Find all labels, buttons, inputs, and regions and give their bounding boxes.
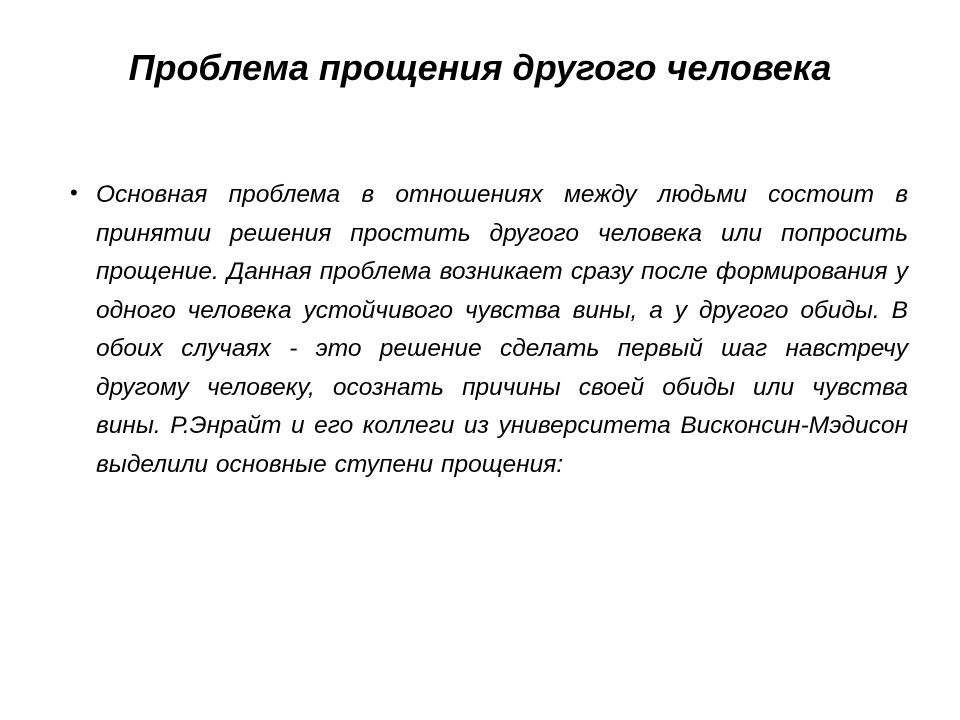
bullet-list: [60, 176, 908, 484]
bullet-text: Основная проблема в отношениях между людьми состоит в принятии решения простить другого человека или попросить прощение. Данная проблема возникает сразу после формирования у одного человека устойчивого чувства вины, а у другого обиды. В обоих случаях - это решение сделать первый шаг навстречу другому человеку, осознать причины своей обиды или чувства вины. Р.Энрайт и его коллеги из университета Висконсин-Мэдисон выделили основные ступени прощения:: [96, 181, 908, 478]
slide-title: Проблема прощения другого человека: [128, 47, 832, 88]
bullet-item: [60, 176, 908, 484]
slide-content: [60, 176, 908, 484]
bullet-dot-icon: •: [70, 180, 78, 205]
